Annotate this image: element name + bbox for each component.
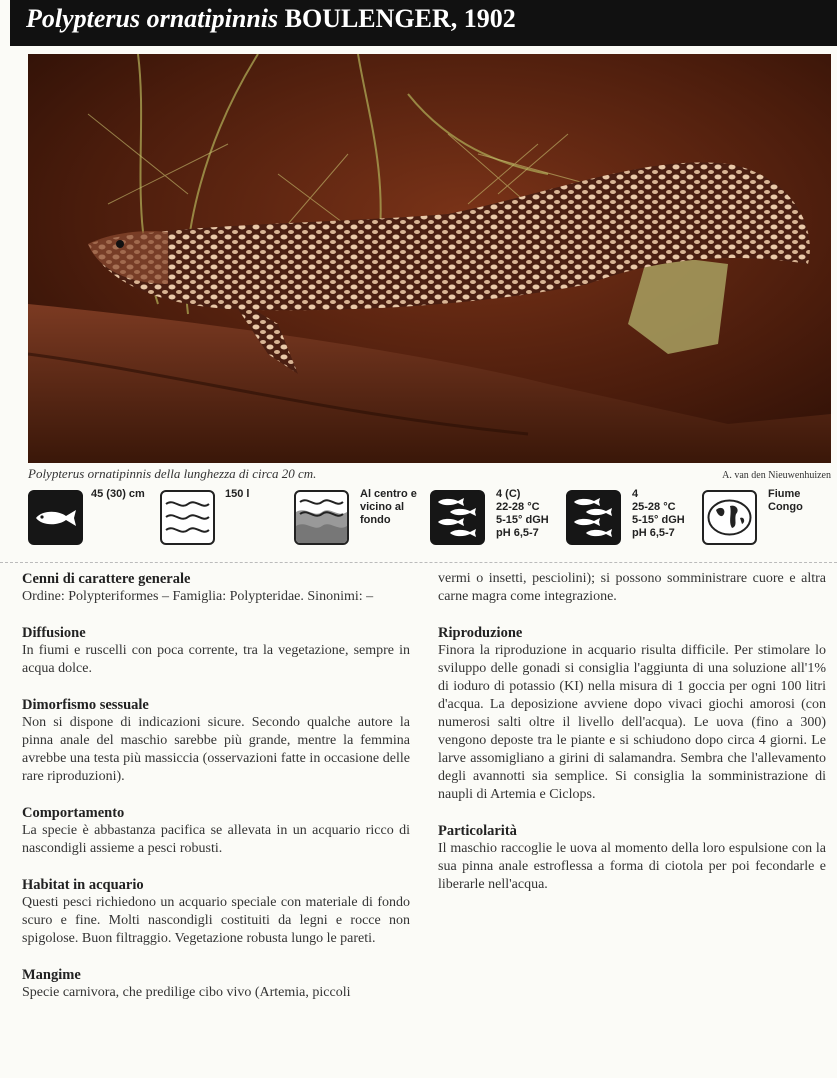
section-reproduction: Riproduzione Finora la riproduzione in acquario risulta difficile. Per stimolare lo sviluppo delle gonadi si consiglia l'aggiunta di una soluzione all'1% di ioduro di potassio (KI) nella misura di 1 goccia per ogni 100 litri d'acqua. La deposizione avviene dopo vivaci giochi amorosi (con numerosi salti oltre il livello dell'acqua). Le uova (fino a 300) vengono deposte tra le piante e si schiudono dopo circa 4 giorni. Le larve assomigliano a girini di salamandra. Sembra che l'allevamento degli avannotti sia semplice. Si consiglia la somministrazione di naupli di Artemia e Ciclops. [438, 625, 826, 802]
tank-volume-label: 150 l [225, 488, 250, 500]
fish-size-label: 45 (30) cm [91, 488, 145, 500]
fish-group-icon [430, 490, 485, 545]
left-column [22, 570, 410, 1020]
section-behaviour: Comportamento La specie è abbastanza pacifica se allevata in un acquario ricco di nascondigli assieme a pesci robusti. [22, 805, 410, 856]
photo-caption: Polypterus ornatipinnis della lunghezza di circa 20 cm. [28, 466, 317, 481]
section-food: Mangime Specie carnivora, che predilige cibo vivo (Artemia, piccoli [22, 967, 351, 1000]
section-dimorphism: Dimorfismo sessuale Non si dispone di indicazioni sicure. Secondo qualche autore la pinna anale del maschio sarebbe più grande, mentre la femmina avrebbe una testa più massiccia (osservazioni fatte in occasione delle rare riproduzioni). [22, 697, 410, 784]
fish-photo [28, 54, 831, 463]
swim-zone-icon [294, 490, 349, 545]
page-title [10, 0, 837, 46]
right-column [438, 570, 826, 912]
section-food-continued: vermi o insetti, pesciolini); si possono somministrare cuore e altra carne magra come integrazione. [438, 571, 826, 604]
origin-label: Fiume Congo [768, 488, 803, 513]
breeding-params-label: 4 25-28 °C 5-15° dGH pH 6,5-7 [632, 488, 685, 539]
photo-credit: A. van den Nieuwenhuizen [722, 470, 831, 481]
divider [0, 562, 837, 563]
species-author: BOULENGER, 1902 [278, 4, 516, 33]
fish-breeding-icon [566, 490, 621, 545]
section-habitat: Habitat in acquario Questi pesci richiedono un acquario speciale con materiale di fondo scuro e fine. Molti nascondigli costituiti da legni e rocce non spigolose. Buon filtraggio. Vegetazione robusta lungo le pareti. [22, 877, 410, 946]
globe-icon [702, 490, 757, 545]
tank-volume-icon [160, 490, 215, 545]
section-distribution: Diffusione In fiumi e ruscelli con poca corrente, tra la vegetazione, sempre in acqua dolce. [22, 625, 410, 676]
section-particularities: Particolarità Il maschio raccoglie le uova al momento della loro espulsione con la sua pinna anale estroflessa a forma di ciotola per poi fecondarle e liberarle nell'acqua. [438, 823, 826, 892]
section-general: Cenni di carattere generale Ordine: Polypteriformes – Famiglia: Polypteridae. Sinonimi: – [22, 571, 374, 604]
swim-zone-label: Al centro e vicino al fondo [360, 488, 417, 526]
species-name: Polypterus ornatipinnis [26, 4, 279, 33]
fish-size-icon [28, 490, 83, 545]
water-params-label: 4 (C) 22-28 °C 5-15° dGH pH 6,5-7 [496, 488, 549, 539]
